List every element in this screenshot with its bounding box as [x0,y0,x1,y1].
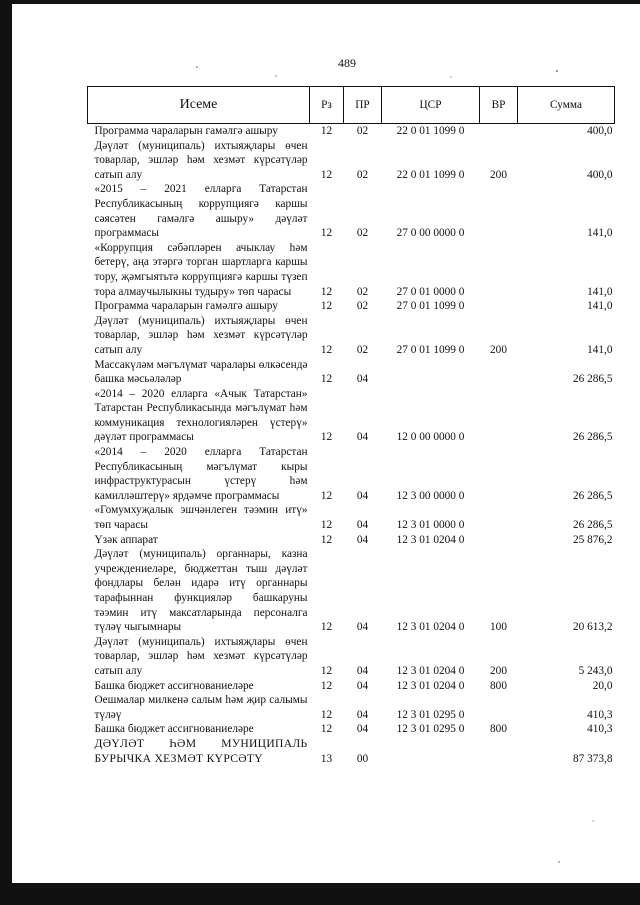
table-row [88,722,615,737]
row-csr: 12 3 01 0295 0 [396,708,465,721]
row-rz: 12 [320,723,333,736]
row-csr: 12 3 01 0204 0 [396,533,465,546]
row-sum: 141,0 [587,285,613,298]
row-csr: 12 3 01 0295 0 [396,723,465,736]
row-vr [480,387,518,445]
row-csr: 12 3 01 0000 0 [396,519,465,532]
row-pr: 02 [356,285,369,298]
row-pr: 04 [356,723,369,736]
row-name: «2014 – 2020 елларга «Ачык Татарстан» Татарстан Республикасында мәгълүмат һәм коммуникация технологияләрен үстерү» дәүләт программасы [94,387,308,444]
row-rz: 12 [320,125,333,137]
row-vr [480,737,518,766]
row-pr: 00 [356,752,369,765]
row-name: Массакүләм мәгълүмат чаралары өлкәсендә башка мәсьәләләр [94,358,308,386]
table-row [88,679,615,694]
row-pr: 02 [356,168,369,181]
row-sum: 26 286,5 [572,373,613,386]
row-csr [382,737,480,766]
row-rz: 12 [320,168,333,181]
row-csr: 27 0 01 1099 0 [396,300,465,313]
row-vr [480,533,518,548]
table-row [88,387,615,445]
row-pr: 04 [356,373,369,386]
row-name: «2014 – 2020 елларга Татарстан Республикасының мәгълүмат кыры инфраструктурасын үстерү һәм камилләштерү» ярдәмче программасы [94,446,308,502]
row-rz: 12 [320,489,333,502]
row-pr: 04 [356,679,369,692]
table-row [88,124,615,139]
table-row [88,533,615,548]
row-vr [480,241,518,299]
row-vr: 200 [490,168,507,181]
row-name: ДӘҮЛӘТ ҺӘМ МУНИЦИПАЛЬ БУРЫЧКА ХЕЗМӘТ КҮРСӘТҮ [94,736,308,765]
row-sum: 410,3 [587,708,613,721]
row-sum: 400,0 [587,168,613,181]
row-rz: 12 [320,679,333,692]
row-name: Дәүләт (муниципаль) ихтыяҗлары өчен товарлар, эшләр һәм хезмәт күрсәтүләр сатып алу [94,139,308,181]
row-sum: 20 613,2 [572,621,613,634]
row-vr [480,693,518,722]
row-rz: 12 [320,708,333,721]
row-pr: 04 [356,519,369,532]
row-name: Үзәк аппарат [94,533,158,546]
row-name: Башка бюджет ассигнованиеләре [94,679,254,692]
row-vr: 800 [490,679,507,692]
page-number: 489 [338,56,356,70]
row-pr: 02 [356,227,369,240]
row-name: Дәүләт (муниципаль) ихтыяҗлары өчен товарлар, эшләр һәм хезмәт күрсәтүләр сатып алу [94,635,308,677]
budget-table [87,86,615,766]
row-csr: 12 0 00 0000 0 [396,431,465,444]
row-pr: 04 [356,621,369,634]
row-name: Программа чараларын гамәлгә ашыру [94,125,278,137]
row-csr [382,358,480,387]
row-vr: 200 [490,343,507,356]
row-sum: 87 373,8 [572,752,613,765]
row-sum: 26 286,5 [572,519,613,532]
row-sum: 5 243,0 [578,664,613,677]
row-name: Башка бюджет ассигнованиеләре [94,723,254,736]
row-sum: 20,0 [592,679,613,692]
row-rz: 12 [320,343,333,356]
row-vr [480,445,518,503]
row-name: Дәүләт (муниципаль) органнары, казна учреждениеләре, бюджеттан тыш дәүләт фондлары белән идарә итү органнары тарафыннан функцияләр башкаруны тәэмин итү максатларында персоналга түләү чыгымнары [94,548,308,634]
table-row [88,241,615,299]
row-rz: 12 [320,300,333,313]
row-vr: 800 [490,723,507,736]
row-rz: 12 [320,373,333,386]
row-sum: 410,3 [587,723,613,736]
row-pr: 04 [356,489,369,502]
table-row [88,182,615,240]
row-name: «Гомумхуҗалык эшчәнлеген тәэмин итү» төп чарасы [94,504,308,532]
header-csr: ЦСР [382,87,480,124]
row-sum: 141,0 [587,343,613,356]
row-vr [480,358,518,387]
table-row [88,547,615,635]
row-rz: 12 [320,664,333,677]
row-rz: 12 [320,621,333,634]
row-csr: 22 0 01 1099 0 [396,168,465,181]
row-csr: 12 3 00 0000 0 [396,489,465,502]
row-sum: 26 286,5 [572,489,613,502]
row-name: Дәүләт (муниципаль) ихтыяҗлары өчен товарлар, эшләр һәм хезмәт күрсәтүләр сатып алу [94,314,308,356]
row-sum: 400,0 [587,125,613,137]
row-pr: 04 [356,431,369,444]
row-rz: 12 [320,519,333,532]
row-vr: 200 [490,664,507,677]
row-sum: 25 876,2 [572,533,613,546]
table-row [88,503,615,532]
header-sum: Сумма [518,87,615,124]
row-csr: 12 3 01 0204 0 [396,664,465,677]
row-csr: 27 0 00 0000 0 [396,227,465,240]
header-name: Исеме [88,87,310,124]
row-name: «Коррупция сәбәпләрен ачыклау һәм бетерү, аңа этәргә торган шартларга каршы тору, җәмгыятьтә коррупциягә каршы түзеп тора алмаучылыкны тудыру» төп чарасы [94,241,308,298]
row-name: Программа чараларын гамәлгә ашыру [94,300,278,313]
row-rz: 12 [320,227,333,240]
table-row [88,358,615,387]
row-pr: 02 [356,125,369,137]
header-pr: ПР [344,87,382,124]
row-sum: 141,0 [587,227,613,240]
row-sum: 141,0 [587,300,613,313]
header-vr: ВР [480,87,518,124]
table-row [88,737,615,766]
row-rz: 12 [320,431,333,444]
row-pr: 02 [356,343,369,356]
row-csr: 27 0 01 1099 0 [396,343,465,356]
row-vr [480,182,518,240]
row-csr: 27 0 01 0000 0 [396,285,465,298]
row-csr: 12 3 01 0204 0 [396,679,465,692]
row-vr [480,299,518,314]
row-name: Оешмалар милкенә салым һәм җир салымы түләү [94,694,308,721]
row-vr: 100 [490,621,507,634]
row-csr: 22 0 01 1099 0 [396,125,465,137]
row-rz: 13 [320,752,333,765]
row-vr [480,503,518,532]
row-csr: 12 3 01 0204 0 [396,621,465,634]
row-pr: 04 [356,708,369,721]
row-pr: 02 [356,300,369,313]
row-rz: 12 [320,285,333,298]
table-row [88,314,615,358]
table-row [88,445,615,503]
header-rz: Рз [310,87,344,124]
table-row [88,693,615,722]
row-name: «2015 – 2021 елларга Татарстан Республикасының коррупциягә каршы сәясәтен гамәлгә ашыру» дәүләт программасы [94,183,308,240]
row-vr [480,124,518,139]
table-header-row [88,87,615,124]
row-rz: 12 [320,533,333,546]
table-row [88,635,615,679]
table-row [88,299,615,314]
row-pr: 04 [356,664,369,677]
row-pr: 04 [356,533,369,546]
table-row [88,139,615,183]
row-sum: 26 286,5 [572,431,613,444]
